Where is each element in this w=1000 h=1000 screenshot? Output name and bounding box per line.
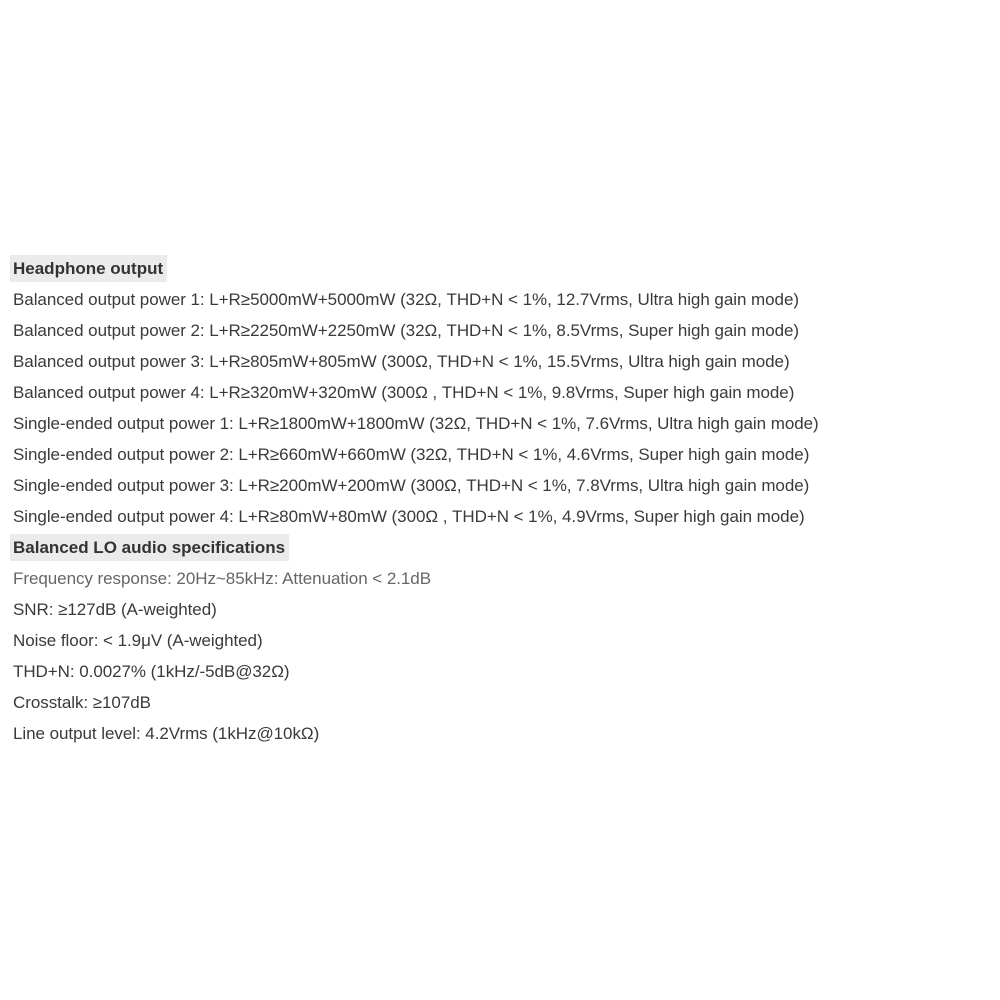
- headphone-output-heading-row: [10, 253, 995, 284]
- line-output-level: Line output level: 4.2Vrms (1kHz@10kΩ): [13, 724, 320, 743]
- single-ended-output-power-2: Single-ended output power 2: L+R≥660mW+660mW (32Ω, THD+N < 1%, 4.6Vrms, Super high gain mode): [13, 445, 810, 464]
- balanced-output-power-3: Balanced output power 3: L+R≥805mW+805mW (300Ω, THD+N < 1%, 15.5Vrms, Ultra high gain mode): [13, 352, 790, 371]
- single-ended-output-power-3: Single-ended output power 3: L+R≥200mW+200mW (300Ω, THD+N < 1%, 7.8Vrms, Ultra high gain mode): [13, 476, 810, 495]
- thd-n: THD+N: 0.0027% (1kHz/-5dB@32Ω): [13, 662, 290, 681]
- single-ended-output-power-1: Single-ended output power 1: L+R≥1800mW+1800mW (32Ω, THD+N < 1%, 7.6Vrms, Ultra high gain mode): [13, 414, 819, 433]
- balanced-output-power-4: Balanced output power 4: L+R≥320mW+320mW (300Ω , THD+N < 1%, 9.8Vrms, Super high gain mode): [13, 383, 795, 402]
- spec-sheet: [10, 253, 995, 749]
- crosstalk: Crosstalk: ≥107dB: [13, 693, 151, 712]
- headphone-output-heading: Headphone output: [10, 255, 167, 282]
- balanced-output-power-1: Balanced output power 1: L+R≥5000mW+5000mW (32Ω, THD+N < 1%, 12.7Vrms, Ultra high gain mode): [13, 290, 799, 309]
- balanced-lo-heading-row: [10, 532, 995, 563]
- single-ended-output-power-4: Single-ended output power 4: L+R≥80mW+80mW (300Ω , THD+N < 1%, 4.9Vrms, Super high gain mode): [13, 507, 805, 526]
- frequency-response: Frequency response: 20Hz~85kHz: Attenuation < 2.1dB: [13, 569, 431, 588]
- snr: SNR: ≥127dB (A-weighted): [13, 600, 217, 619]
- balanced-lo-heading: Balanced LO audio specifications: [10, 534, 289, 561]
- noise-floor: Noise floor: < 1.9μV (A-weighted): [13, 631, 263, 650]
- balanced-output-power-2: Balanced output power 2: L+R≥2250mW+2250mW (32Ω, THD+N < 1%, 8.5Vrms, Super high gain mode): [13, 321, 800, 340]
